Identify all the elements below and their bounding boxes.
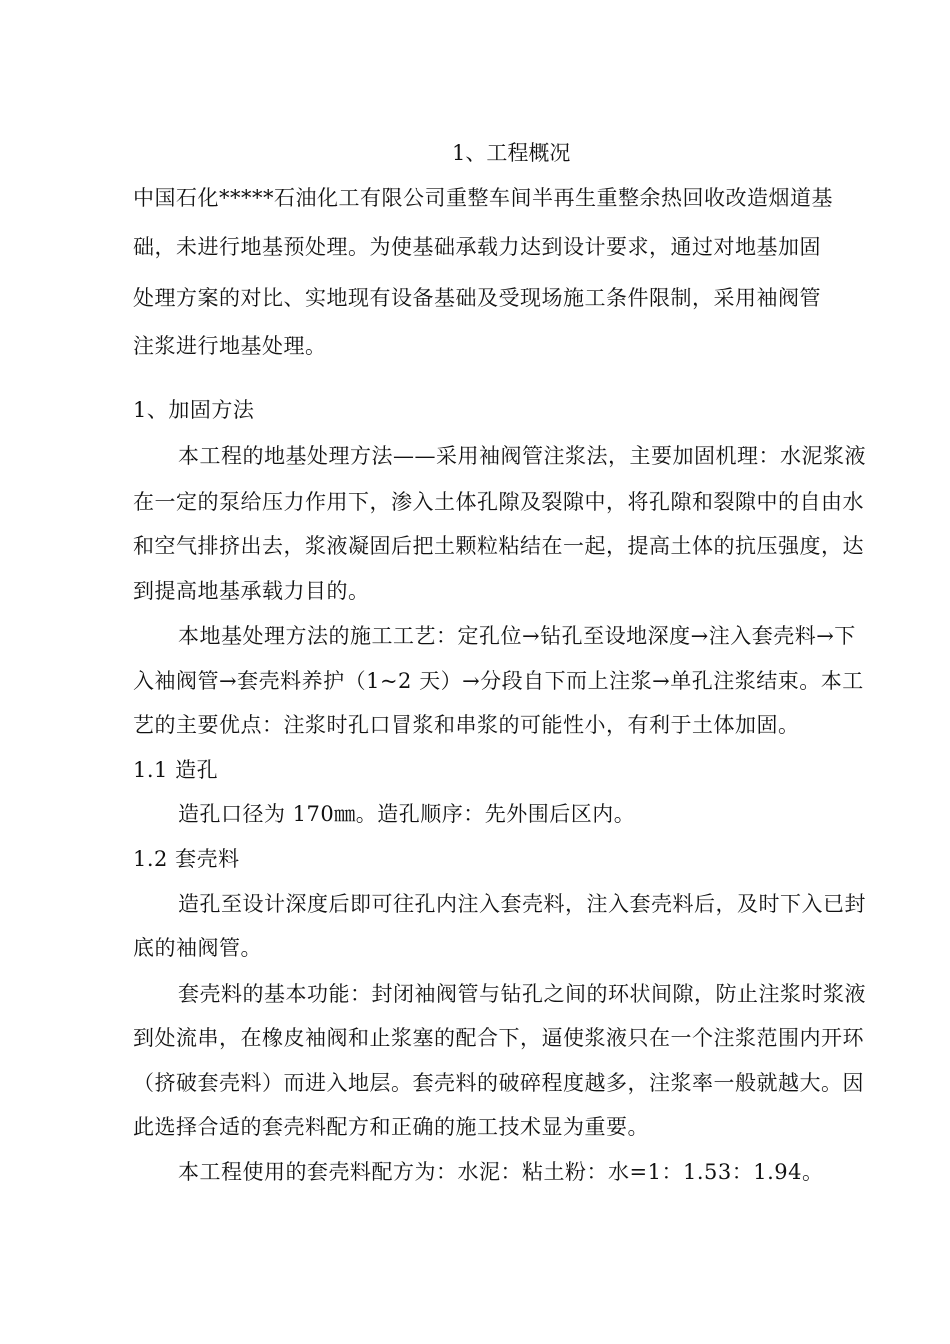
section-heading: 1、加固方法: [133, 398, 255, 422]
method-para2-line: 艺的主要优点：注浆时孔口冒浆和串浆的可能性小，有利于土体加固。: [133, 713, 800, 737]
method-para2-line: 本地基处理方法的施工工艺：定孔位→钻孔至设地深度→注入套壳料→下: [178, 624, 856, 648]
method-para1-line: 在一定的泵给压力作用下，渗入土体孔隙及裂隙中，将孔隙和裂隙中的自由水: [133, 490, 864, 514]
page-title: 1、工程概况: [452, 141, 571, 165]
overview-line: 中国石化*****石油化工有限公司重整车间半再生重整余热回收改造烟道基: [133, 186, 833, 210]
method-para1-line: 本工程的地基处理方法——采用袖阀管注浆法，主要加固机理：水泥浆液: [178, 444, 866, 468]
method-para1-line: 到提高地基承载力目的。: [133, 579, 370, 603]
overview-line: 础，未进行地基预处理。为使基础承载力达到设计要求，通过对地基加固: [133, 235, 821, 259]
sub2-para2-line: 此选择合适的套壳料配方和正确的施工技术显为重要。: [133, 1115, 649, 1139]
sub2-para2-line: 套壳料的基本功能：封闭袖阀管与钻孔之间的环状间隙，防止注浆时浆液: [178, 982, 866, 1006]
overview-line: 处理方案的对比、实地现有设备基础及受现场施工条件限制，采用袖阀管: [133, 286, 821, 310]
sub2-ratio-line: 本工程使用的套壳料配方为：水泥：粘土粉：水=1：1.53：1.94。: [178, 1160, 824, 1184]
method-para2-line: 入袖阀管→套壳料养护（1~2 天）→分段自下而上注浆→单孔注浆结束。本工: [133, 669, 864, 693]
sub2-para2-line: 到处流串，在橡皮袖阀和止浆塞的配合下，逼使浆液只在一个注浆范围内开环: [133, 1026, 864, 1050]
subsection-heading-1-2: 1.2 套壳料: [133, 847, 240, 871]
subsection-heading-1-1: 1.1 造孔: [133, 758, 219, 782]
method-para1-line: 和空气排挤出去，浆液凝固后把土颗粒粘结在一起，提高土体的抗压强度，达: [133, 534, 864, 558]
subsection-1-1-text: 造孔口径为 170㎜。造孔顺序：先外围后区内。: [178, 802, 636, 826]
overview-line: 注浆进行地基处理。: [133, 334, 327, 358]
sub2-para1-line: 底的袖阀管。: [133, 936, 262, 960]
sub2-para1-line: 造孔至设计深度后即可往孔内注入套壳料，注入套壳料后，及时下入已封: [178, 892, 866, 916]
sub2-para2-line: （挤破套壳料）而进入地层。套壳料的破碎程度越多，注浆率一般就越大。因: [133, 1071, 864, 1095]
